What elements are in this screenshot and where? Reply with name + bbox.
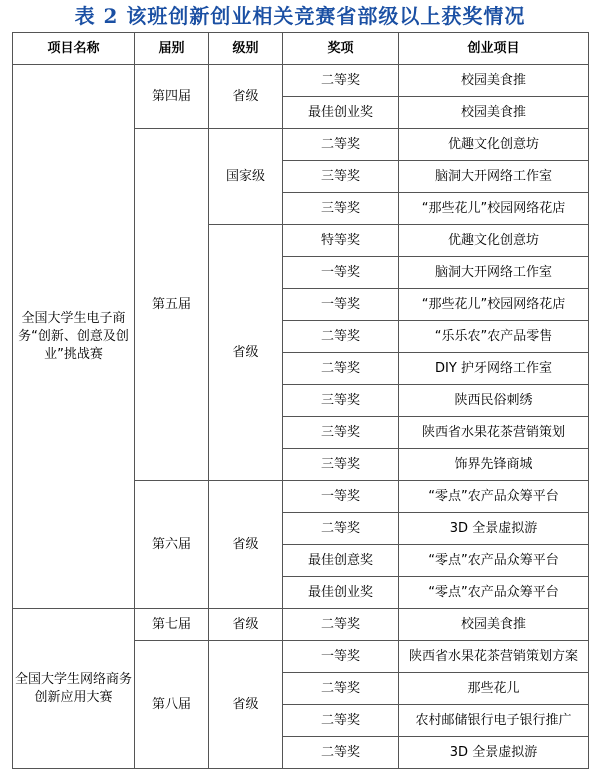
project-cell: “那些花儿”校园网络花店	[399, 193, 589, 225]
project-cell: “零点”农产品众筹平台	[399, 577, 589, 609]
header-cell: 创业项目	[399, 33, 589, 65]
project-cell: 农村邮储银行电子银行推广	[399, 705, 589, 737]
award-cell: 一等奖	[283, 289, 399, 321]
project-cell: DIY 护牙网络工作室	[399, 353, 589, 385]
header-row	[13, 33, 589, 65]
project-cell: 陕西省水果花茶营销策划	[399, 417, 589, 449]
header-cell: 项目名称	[13, 33, 135, 65]
session-cell: 第五届	[135, 129, 209, 481]
session-cell: 第八届	[135, 641, 209, 769]
award-cell: 特等奖	[283, 225, 399, 257]
level-cell: 省级	[209, 225, 283, 481]
table-row	[13, 609, 589, 641]
project-cell: 那些花儿	[399, 673, 589, 705]
header-cell: 级别	[209, 33, 283, 65]
project-cell: 饰界先锋商城	[399, 449, 589, 481]
project-cell: 优趣文化创意坊	[399, 225, 589, 257]
award-cell: 三等奖	[283, 161, 399, 193]
award-cell: 二等奖	[283, 65, 399, 97]
award-cell: 最佳创意奖	[283, 545, 399, 577]
project-cell: 3D 全景虚拟游	[399, 513, 589, 545]
award-cell: 二等奖	[283, 321, 399, 353]
award-cell: 三等奖	[283, 449, 399, 481]
session-cell: 第六届	[135, 481, 209, 609]
session-cell: 第七届	[135, 609, 209, 641]
header-cell: 奖项	[283, 33, 399, 65]
project-cell: 校园美食推	[399, 65, 589, 97]
project-cell: “零点”农产品众筹平台	[399, 481, 589, 513]
competition-cell: 全国大学生电子商务“创新、创意及创业”挑战赛	[13, 65, 135, 609]
project-cell: 校园美食推	[399, 609, 589, 641]
level-cell: 省级	[209, 481, 283, 609]
project-cell: 3D 全景虚拟游	[399, 737, 589, 769]
award-cell: 二等奖	[283, 705, 399, 737]
award-cell: 二等奖	[283, 673, 399, 705]
award-cell: 二等奖	[283, 513, 399, 545]
session-cell: 第四届	[135, 65, 209, 129]
project-cell: 脑洞大开网络工作室	[399, 257, 589, 289]
project-cell: “那些花儿”校园网络花店	[399, 289, 589, 321]
award-cell: 三等奖	[283, 193, 399, 225]
award-cell: 二等奖	[283, 353, 399, 385]
award-cell: 最佳创业奖	[283, 577, 399, 609]
table-row	[13, 65, 589, 97]
project-cell: “零点”农产品众筹平台	[399, 545, 589, 577]
award-cell: 一等奖	[283, 641, 399, 673]
competition-cell: 全国大学生网络商务创新应用大赛	[13, 609, 135, 769]
project-cell: 脑洞大开网络工作室	[399, 161, 589, 193]
level-cell: 省级	[209, 641, 283, 769]
project-cell: 陕西民俗刺绣	[399, 385, 589, 417]
level-cell: 国家级	[209, 129, 283, 225]
awards-table	[12, 32, 589, 769]
project-cell: “乐乐农”农产品零售	[399, 321, 589, 353]
award-cell: 二等奖	[283, 129, 399, 161]
project-cell: 陕西省水果花茶营销策划方案	[399, 641, 589, 673]
award-cell: 最佳创业奖	[283, 97, 399, 129]
award-cell: 一等奖	[283, 257, 399, 289]
table-title: 表 2 该班创新创业相关竞赛省部级以上获奖情况	[74, 4, 526, 28]
level-cell: 省级	[209, 609, 283, 641]
award-cell: 三等奖	[283, 385, 399, 417]
award-cell: 二等奖	[283, 737, 399, 769]
project-cell: 校园美食推	[399, 97, 589, 129]
award-cell: 三等奖	[283, 417, 399, 449]
project-cell: 优趣文化创意坊	[399, 129, 589, 161]
award-cell: 二等奖	[283, 609, 399, 641]
award-cell: 一等奖	[283, 481, 399, 513]
header-cell: 届别	[135, 33, 209, 65]
level-cell: 省级	[209, 65, 283, 129]
